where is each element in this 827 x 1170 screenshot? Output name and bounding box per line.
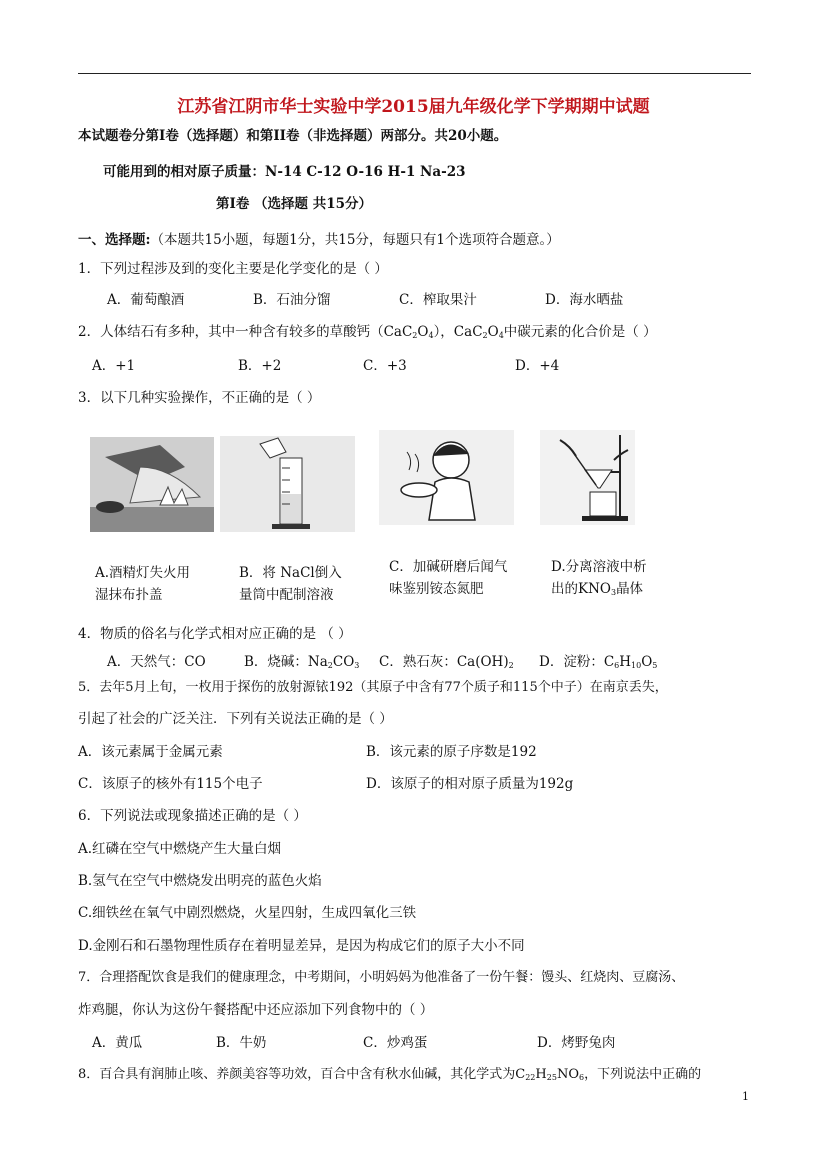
q2-stem-part: O: [417, 324, 429, 340]
q7-line2: 炸鸡腿，你认为这份午餐搭配中还应添加下列食物中的（ ）: [78, 1002, 434, 1018]
q5-option-b: B．该元素的原子序数是192: [366, 744, 537, 760]
q7-option-a: A．黄瓜: [92, 1035, 143, 1051]
q3-caption-a: [95, 562, 190, 606]
alcohol-lamp-fire-illustration: [90, 437, 214, 532]
q1-option-d: D．海水晒盐: [545, 292, 624, 308]
subscript: 25: [546, 1073, 557, 1082]
caption-line: 味鉴别铵态氮肥: [389, 581, 484, 597]
q8-part: H: [535, 1067, 547, 1082]
option-part: C．熟石灰：Ca(OH): [379, 654, 509, 670]
caption-part: 出的KNO: [551, 581, 611, 597]
subscript: 2: [508, 661, 514, 670]
q1-stem: 1．下列过程涉及到的变化主要是化学变化的是（ ）: [78, 261, 388, 277]
part1-title: 第I卷 （选择题 共15分）: [216, 196, 373, 212]
q2-stem: [78, 320, 657, 340]
q8-stem: [78, 1063, 701, 1082]
q2-option-d: D．+4: [515, 358, 560, 374]
caption-line: C．加碱研磨后闻气: [389, 559, 508, 575]
section-heading: 一、选择题:: [78, 232, 151, 248]
atomic-masses: 可能用到的相对原子质量：N-14 C-12 O-16 H-1 Na-23: [103, 164, 466, 180]
boy-smelling-illustration: [379, 430, 514, 525]
q5-option-d: D．该原子的相对原子质量为192g: [366, 776, 574, 792]
q2-stem-part: 2．人体结石有多种，其中一种含有较多的草酸钙（CaC: [78, 324, 413, 340]
q5-line1: 5．去年5月上旬，一枚用于探伤的放射源铱192（其原子中含有77个质子和115个中子）在南京丢失，: [78, 680, 668, 695]
q3-stem: 3．以下几种实验操作，不正确的是（ ）: [78, 390, 321, 406]
caption-line: D.分离溶液中析: [551, 559, 647, 575]
q8-part: NO: [556, 1067, 579, 1082]
page-number: 1: [742, 1090, 749, 1103]
q3-caption-b: [239, 562, 342, 606]
section-heading-line: [78, 228, 560, 248]
q8-part: 8．百合具有润肺止咳、养颜美容等功效，百合中含有秋水仙碱，其化学式为C: [78, 1067, 526, 1082]
document-title: 江苏省江阴市华士实验中学2015届九年级化学下学期期中试题: [177, 97, 650, 117]
q3-caption-d: [551, 556, 647, 604]
q7-option-d: D．烤野兔肉: [537, 1035, 616, 1051]
caption-line: 湿抹布扑盖: [95, 587, 163, 603]
q5-line2: 引起了社会的广泛关注．下列有关说法正确的是（ ）: [78, 711, 393, 727]
subscript: 2: [327, 661, 333, 670]
q2-stem-part: O: [487, 324, 499, 340]
subscript: 22: [525, 1073, 536, 1082]
q6-option-c: C.细铁丝在氧气中剧烈燃烧，火星四射，生成四氧化三铁: [78, 905, 417, 921]
subscript: 6: [578, 1073, 585, 1082]
q2-option-a: A．+1: [92, 358, 136, 374]
q7-option-b: B．牛奶: [216, 1035, 267, 1051]
graduated-cylinder-illustration: [220, 436, 355, 532]
q2-stem-part: ），CaC: [433, 324, 483, 340]
intro-text: 本试题卷分第I卷（选择题）和第II卷（非选择题）两部分。共20小题。: [78, 128, 508, 144]
q6-option-d: D.金刚石和石墨物理性质存在着明显差异，是因为构成它们的原子大小不同: [78, 938, 525, 954]
q1-option-c: C．榨取果汁: [399, 292, 477, 308]
header-rule: [78, 73, 751, 74]
q1-option-a: A．葡萄酿酒: [107, 292, 185, 308]
subscript: 2: [412, 331, 418, 340]
q4-option-d: [539, 650, 657, 670]
q2-option-c: C．+3: [363, 358, 407, 374]
q4-stem: 4．物质的俗名与化学式相对应正确的是 （ ）: [78, 626, 352, 642]
q4-option-a: A．天然气：CO: [107, 654, 206, 670]
q4-option-b: [244, 650, 359, 670]
subscript: 4: [498, 331, 504, 340]
subscript: 6: [614, 661, 620, 670]
section-note: （本题共15小题，每题1分，共15分，每题只有1个选项符合题意。）: [150, 232, 560, 248]
subscript: 3: [354, 661, 360, 670]
option-part: H: [619, 654, 632, 670]
caption-line: B．将 NaCl倒入: [239, 565, 342, 581]
q6-option-a: A.红磷在空气中燃烧产生大量白烟: [78, 841, 282, 857]
caption-part: 晶体: [616, 581, 644, 597]
option-part: CO: [332, 654, 355, 670]
q2-stem-part: 中碳元素的化合价是（ ）: [503, 324, 657, 340]
filtration-apparatus-illustration: [540, 430, 635, 525]
q7-line1: 7．合理搭配饮食是我们的健康理念，中考期间，小明妈妈为他准备了一份午餐：馒头、红烧肉、豆腐汤、: [78, 970, 685, 985]
q6-stem: 6．下列说法或现象描述正确的是（ ）: [78, 808, 307, 824]
q6-option-b: B.氢气在空气中燃烧发出明亮的蓝色火焰: [78, 873, 322, 889]
q1-option-b: B．石油分馏: [253, 292, 331, 308]
q2-option-b: B．+2: [238, 358, 282, 374]
q8-part: ，下列说法中正确的: [584, 1067, 702, 1082]
q5-option-c: C．该原子的核外有115个电子: [78, 776, 263, 792]
option-part: O: [641, 654, 653, 670]
caption-line: [551, 578, 647, 604]
q3-caption-c: [389, 556, 507, 600]
caption-line: 量筒中配制溶液: [239, 587, 334, 603]
subscript: 3: [610, 588, 617, 597]
option-part: D．淀粉：C: [539, 654, 615, 670]
q7-option-c: C．炒鸡蛋: [363, 1035, 428, 1051]
q5-option-a: A．该元素属于金属元素: [78, 744, 223, 760]
subscript: 2: [482, 331, 488, 340]
q4-option-c: [379, 650, 514, 670]
caption-line: A.酒精灯失火用: [95, 565, 191, 581]
subscript: 5: [652, 661, 658, 670]
option-part: B．烧碱：Na: [244, 654, 328, 670]
subscript: 10: [631, 661, 642, 670]
subscript: 4: [428, 331, 434, 340]
